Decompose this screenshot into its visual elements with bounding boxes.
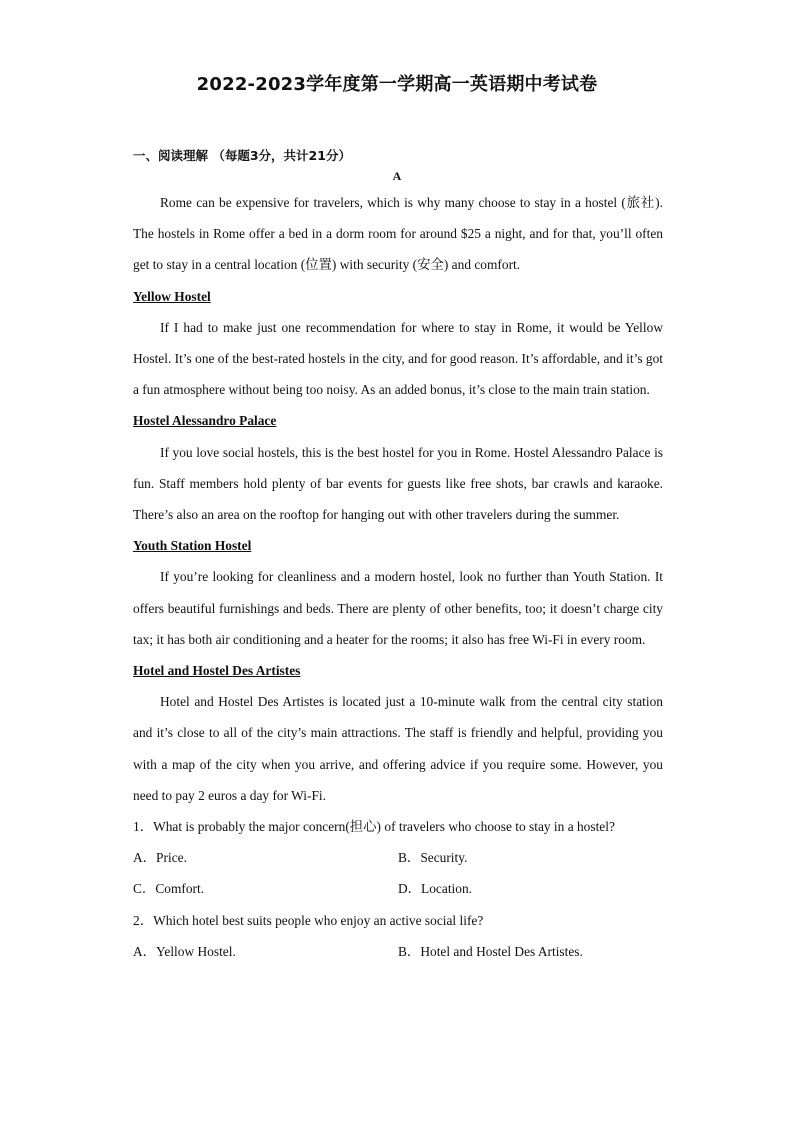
passage-body (133, 187, 663, 967)
hostel-heading: Yellow Hostel (133, 288, 211, 304)
intro-paragraph: Rome can be expensive for travelers, which is why many choose to stay in a hostel (旅社). The hostels in Rome offer a bed in a dorm room for around $25 a night, and for that, you’ll often get to stay in a central location (位置) with security (安全) and comfort. (133, 195, 663, 273)
answer-option[interactable]: B．Security. (398, 850, 468, 866)
hostel-description: If you love social hostels, this is the best hostel for you in Rome. Hostel Alessandro Palace is fun. Staff members hold plenty of bar events for guests like free shots, bar crawls and karaoke. There’s also an area on the rooftop for hanging out with other travelers during the summer. (133, 444, 663, 523)
hostel-heading: Hostel Alessandro Palace (133, 413, 277, 429)
answer-option[interactable]: D．Location. (398, 881, 473, 897)
hostel-description: If you’re looking for cleanliness and a modern hostel, look no further than Youth Station. It offers beautiful furnishings and beds. There are plenty of other benefits, too; it doesn’t charge city tax; it has both air conditioning and a heater for the rooms; it also has free Wi-Fi in every room. (133, 569, 663, 647)
exam-title: 2022-2023学年度第一学期高一英语期中考试卷 (196, 74, 598, 95)
options-row (133, 842, 663, 873)
section-heading: 一、阅读理解 （每题3分，共计21分） (133, 148, 351, 163)
hostel-description: Hotel and Hostel Des Artistes is located just a 10-minute walk from the central city station and it’s close to all of the city’s main attractions. The staff is friendly and helpful, providing you with a map of the city when you arrive, and offering advice if you require some. However, you need to pay 2 euros a day for Wi-Fi. (133, 694, 663, 803)
hostel-heading: Hotel and Hostel Des Artistes (133, 663, 301, 679)
answer-option[interactable]: A．Price. (133, 850, 187, 866)
options-row (133, 873, 663, 904)
hostel-heading: Youth Station Hostel (133, 538, 252, 554)
answer-option[interactable]: B．Hotel and Hostel Des Artistes. (398, 943, 583, 959)
question-stem: 1．What is probably the major concern(担心) of travelers who choose to stay in a hostel? (133, 819, 615, 835)
answer-option[interactable]: C．Comfort. (133, 881, 205, 897)
answer-option[interactable]: A．Yellow Hostel. (133, 943, 236, 959)
question-stem: 2．Which hotel best suits people who enjoy an active social life? (133, 912, 484, 928)
passage-label: A (392, 169, 402, 183)
options-row (133, 936, 663, 967)
hostel-description: If I had to make just one recommendation for where to stay in Rome, it would be Yellow Hostel. It’s one of the best-rated hostels in the city, and for good reason. It’s affordable, and it’s got a fun atmosphere without being too noisy. As an added bonus, it’s close to the main train station. (133, 319, 663, 398)
